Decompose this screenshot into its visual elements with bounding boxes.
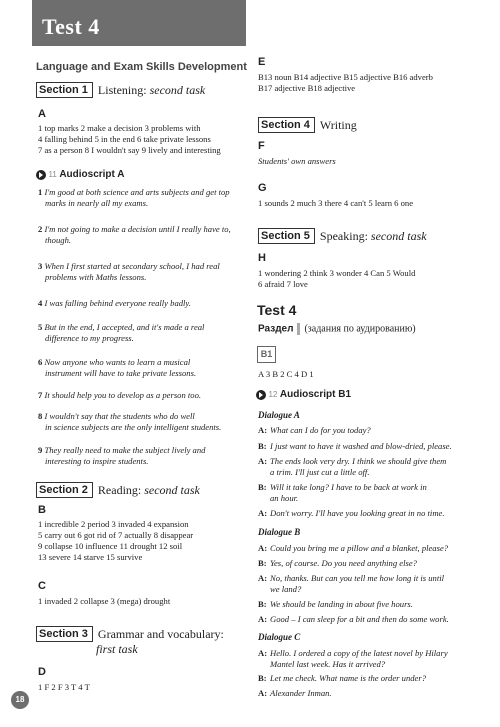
- answer-line: 9 collapse 10 influence 11 drought 12 soil: [38, 541, 183, 551]
- answer-line: 7 as a person 8 I wouldn't say 9 lively and interesting: [38, 145, 221, 155]
- audioscript-a-heading: [36, 169, 125, 180]
- razdel-marker: [297, 323, 300, 335]
- track-number: 12: [268, 390, 278, 399]
- razdel-label: Раздел: [258, 323, 294, 335]
- dialogue-b-heading: Dialogue B: [258, 527, 301, 537]
- task-letter-b: B: [38, 504, 46, 516]
- answers-g: [258, 198, 490, 209]
- answer-line: 5 carry out 6 got rid of 7 actually 8 disappear: [38, 530, 194, 540]
- answer-line: 1 top marks 2 make a decision 3 problems with: [38, 123, 201, 133]
- answer-line: 4 falling behind 5 in the end 6 take private lessons: [38, 134, 211, 144]
- script-item: 9 They really need to make the subject lively and interesting to inspire students.: [38, 445, 206, 466]
- section-title: Writing: [319, 117, 357, 132]
- answers-d: [38, 682, 256, 693]
- answers-h: [258, 268, 490, 290]
- section-box: Section 4: [258, 117, 315, 133]
- page-number: 18: [11, 691, 29, 709]
- dialogue-line: A: Alexander Inman.: [258, 688, 332, 698]
- section-1-heading: [36, 82, 205, 98]
- audioscript-a-text: [38, 187, 256, 475]
- speaker-icon[interactable]: [36, 170, 46, 180]
- answers-a: [38, 123, 253, 156]
- section-box: Section 1: [36, 82, 93, 98]
- task-letter-g: G: [258, 182, 267, 194]
- section-2-heading: [36, 482, 200, 498]
- section-3-heading: [36, 626, 224, 642]
- script-item: 6 Now anyone who wants to learn a musical instrument will have to take private lessons.: [38, 357, 197, 378]
- answer-line: 1 sounds 2 much 3 there 4 can't 5 learn 6 one: [258, 198, 414, 208]
- answers-e: [258, 72, 490, 94]
- dialogue-line: A: Hello. I ordered a copy of the latest novel by Hilary Mantel last week. Has it arrived?: [258, 648, 448, 669]
- section-box: Section 5: [258, 228, 315, 244]
- answers-b1: A 3 B 2 C 4 D 1: [258, 369, 314, 379]
- section-title: Reading:: [97, 482, 142, 497]
- answer-line: B13 noun B14 adjective B15 adjective B16 adverb: [258, 72, 433, 82]
- answers-b: [38, 519, 256, 563]
- test-4-heading: Test 4: [257, 302, 297, 318]
- audioscript-title: Audioscript A: [59, 169, 125, 180]
- page-subtitle: Language and Exam Skills Development: [36, 61, 247, 73]
- razdel-desc: (задания по аудированию): [304, 323, 416, 335]
- section-5-heading: [258, 228, 427, 244]
- dialogue-line: B: I just want to have it washed and blow-dried, please.: [258, 441, 452, 451]
- script-item: 2 I'm not going to make a decision until I really have to, though.: [38, 224, 231, 245]
- task-letter-c: C: [38, 580, 46, 592]
- task-letter-e: E: [258, 56, 266, 68]
- task-letter-h: H: [258, 252, 266, 264]
- script-item: 8 I wouldn't say that the students who do well in science subjects are the only intelligent students.: [38, 411, 222, 432]
- razdel-heading: [258, 323, 416, 335]
- script-item: 4 I was falling behind everyone really badly.: [38, 298, 191, 308]
- script-item: 1 I'm good at both science and arts subjects and get top marks in nearly all my exams.: [38, 187, 230, 208]
- answer-line: 1 incredible 2 period 3 invaded 4 expansion: [38, 519, 189, 529]
- dialogue-line: A: Could you bring me a pillow and a blanket, please?: [258, 543, 449, 553]
- answer-line: Students' own answers: [258, 156, 336, 166]
- dialogue-a-heading: Dialogue A: [258, 410, 300, 420]
- section-title: Grammar and vocabulary:: [97, 626, 224, 641]
- script-item: 7 It should help you to develop as a person too.: [38, 390, 202, 400]
- answers-f: [258, 156, 490, 167]
- section-title-italic: first task: [96, 642, 138, 656]
- speaker-icon[interactable]: [256, 390, 266, 400]
- b1-box: B1: [257, 346, 276, 363]
- audioscript-title: Audioscript B1: [279, 389, 352, 400]
- answer-line: 1 invaded 2 collapse 3 (mega) drought: [38, 596, 171, 606]
- section-box: Section 2: [36, 482, 93, 498]
- audioscript-b1-heading: [256, 389, 351, 400]
- dialogue-line: A: The ends look very dry. I think we should give them a trim. I'll just cut a little off.: [258, 456, 447, 477]
- task-letter-a: A: [38, 108, 46, 120]
- answers-c: [38, 596, 256, 607]
- test-title: Test 4: [42, 14, 100, 39]
- dialogue-line: A: Good – I can sleep for a bit and then do some work.: [258, 614, 449, 624]
- task-letter-f: F: [258, 140, 265, 152]
- dialogue-c-heading: Dialogue C: [258, 632, 301, 642]
- dialogue-line: B: Yes, of course. Do you need anything else?: [258, 558, 417, 568]
- section-title-italic: second task: [144, 482, 200, 497]
- section-title-italic: second task: [149, 82, 206, 97]
- section-4-heading: [258, 117, 357, 133]
- track-number: 11: [48, 170, 57, 179]
- dialogue-line: A: Don't worry. I'll have you looking great in no time.: [258, 508, 445, 518]
- dialogue-line: A: What can I do for you today?: [258, 425, 371, 435]
- answer-line: B17 adjective B18 adjective: [258, 83, 356, 93]
- dialogue-line: B: Will it take long? I have to be back at work in an hour.: [258, 482, 427, 503]
- dialogue-line: B: We should be landing in about five hours.: [258, 599, 413, 609]
- task-letter-d: D: [38, 666, 46, 678]
- answer-line: 1 F 2 F 3 T 4 T: [38, 682, 90, 692]
- dialogue-line: B: Let me check. What name is the order under?: [258, 673, 427, 683]
- test-header: [32, 0, 246, 46]
- script-item: 5 But in the end, I accepted, and it's made a real difference to my progress.: [38, 322, 205, 343]
- answer-line: 6 afraid 7 love: [258, 279, 308, 289]
- dialogue-line: A: No, thanks. But can you tell me how long it is until we land?: [258, 573, 445, 594]
- section-title-italic: second task: [370, 228, 427, 243]
- section-box: Section 3: [36, 626, 93, 642]
- answer-line: 13 severe 14 starve 15 survive: [38, 552, 143, 562]
- section-title: Speaking:: [319, 228, 368, 243]
- section-title: Listening:: [97, 82, 147, 97]
- answer-line: 1 wondering 2 think 3 wonder 4 Can 5 Would: [258, 268, 416, 278]
- script-item: 3 When I first started at secondary school, I had real problems with Maths lessons.: [38, 261, 220, 282]
